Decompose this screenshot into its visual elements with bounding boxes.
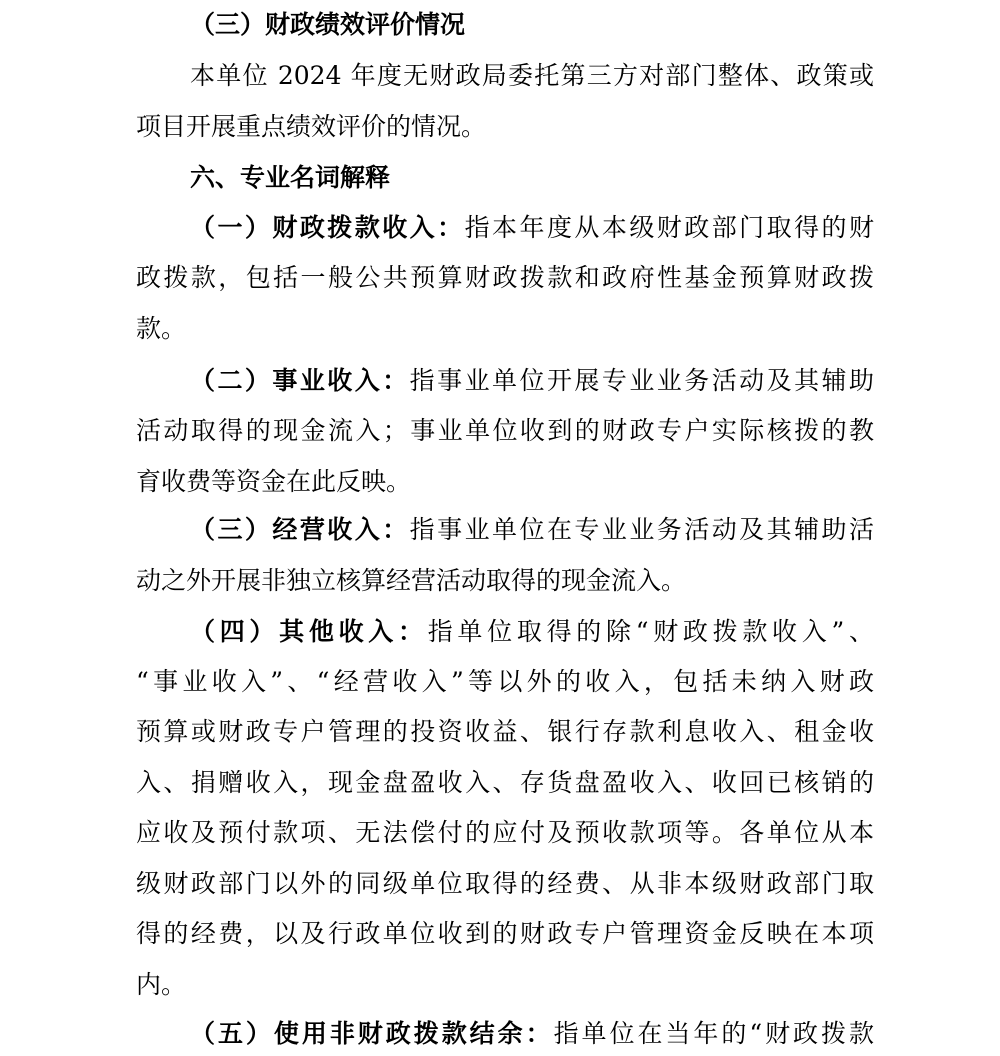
paragraph-line: 应收及预付款项、无法偿付的应付及预收款项等。各单位从本 [136, 818, 874, 847]
paragraph-line: “事业收入”、“经营收入”等以外的收入，包括未纳入财政 [136, 667, 874, 696]
term-paragraph-first-line [190, 366, 874, 396]
paragraph-line: 内。 [136, 970, 187, 999]
paragraph-line: 本单位 2024 年度无财政局委托第三方对部门整体、政策或 [190, 61, 874, 90]
term-definition: 指事业单位开展专业业务活动及其辅助 [409, 366, 874, 395]
term-paragraph-first-line [190, 515, 874, 545]
paragraph-line: 动之外开展非独立核算经营活动取得的现金流入。 [136, 566, 687, 595]
chapter-heading: 六、专业名词解释 [190, 163, 391, 192]
section-heading: （三）财政绩效评价情况 [190, 10, 466, 39]
term-label: （三）经营收入： [190, 515, 410, 544]
term-definition: 指本年度从本级财政部门取得的财 [464, 213, 874, 242]
term-definition: 指单位在当年的“财政拨款 [553, 1019, 874, 1048]
paragraph-line: 育收费等资金在此反映。 [136, 467, 412, 496]
paragraph-line: 政拨款，包括一般公共预算财政拨款和政府性基金预算财政拨 [136, 263, 874, 292]
term-label: （一）财政拨款收入： [190, 213, 465, 242]
paragraph-line: 项目开展重点绩效评价的情况。 [136, 112, 487, 141]
term-definition: 指单位取得的除“财政拨款收入”、 [427, 617, 874, 646]
term-label: （二）事业收入： [190, 366, 410, 395]
paragraph-line: 入、捐赠收入，现金盘盈收入、存货盘盈收入、收回已核销的 [136, 768, 874, 797]
paragraph-line: 得的经费，以及行政单位收到的财政专户管理资金反映在本项 [136, 919, 874, 948]
term-paragraph-first-line [190, 213, 874, 243]
paragraph-line: 预算或财政专户管理的投资收益、银行存款利息收入、租金收 [136, 717, 874, 746]
term-paragraph-first-line [190, 1019, 874, 1049]
paragraph-line: 活动取得的现金流入；事业单位收到的财政专户实际核拨的教 [136, 416, 874, 445]
term-label: （四）其他收入： [190, 617, 428, 646]
paragraph-line: 款。 [136, 314, 187, 343]
term-definition: 指事业单位在专业业务活动及其辅助活 [409, 515, 874, 544]
term-paragraph-first-line [190, 617, 874, 647]
term-label: （五）使用非财政拨款结余： [190, 1019, 554, 1048]
paragraph-line: 级财政部门以外的同级单位取得的经费、从非本级财政部门取 [136, 869, 874, 898]
